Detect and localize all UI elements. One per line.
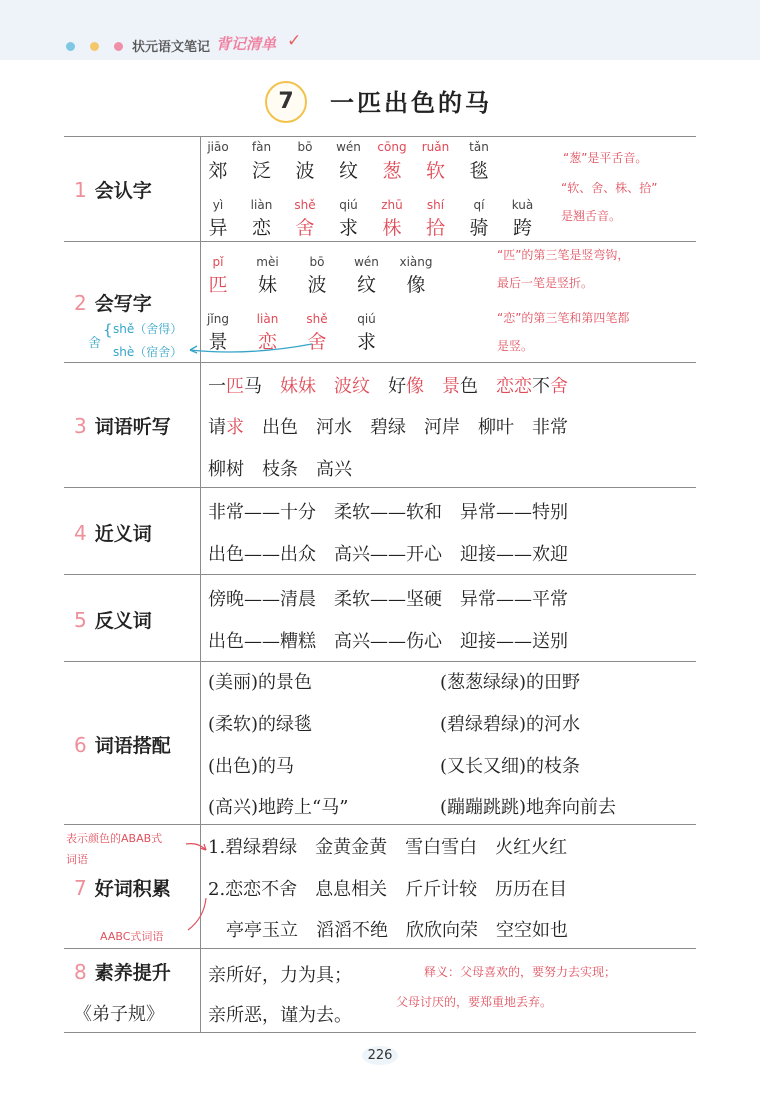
- pinyin: qiú: [357, 312, 376, 326]
- pinyin: shí: [426, 198, 445, 212]
- pinyin: bō: [309, 255, 325, 269]
- pinyin: wén: [354, 255, 379, 269]
- pinyin: zhū: [381, 198, 403, 212]
- dictation-word: 波纹: [334, 376, 370, 397]
- character: 葱: [382, 160, 402, 182]
- collocation-item: (又长又细)的枝条: [440, 756, 581, 777]
- character: 求: [356, 331, 376, 353]
- character: 像: [406, 274, 426, 296]
- pinyin: shě: [306, 312, 328, 326]
- pinyin: pǐ: [212, 255, 224, 269]
- annotation-note: 词语: [66, 853, 88, 866]
- collocation-item: (出色)的马: [208, 756, 295, 777]
- decor-dot: [90, 42, 99, 51]
- annotation-note: “匹”的第三笔是竖弯钩，: [497, 248, 630, 262]
- pronunciation-note: shè（宿舍）: [113, 345, 183, 359]
- character: 恋: [257, 331, 277, 353]
- character: 软: [425, 160, 445, 182]
- character: 求: [338, 217, 358, 239]
- character: 妹: [257, 274, 277, 296]
- brace-icon: {: [103, 321, 113, 339]
- row-divider: [64, 487, 696, 488]
- decor-dot: [114, 42, 123, 51]
- lesson-number: 7: [265, 81, 307, 123]
- row-label-recognize: 1 会认字: [74, 178, 152, 202]
- dictation-word: [262, 376, 280, 397]
- dictation-word: [316, 376, 334, 397]
- annotation-note: 最后一笔是竖折。: [497, 276, 594, 290]
- section-name: 背记清单: [216, 35, 277, 53]
- dictation-word: 出色 河水 碧绿 河岸 柳叶 非常: [244, 417, 568, 438]
- row-label-literacy: 8 素养提升: [74, 960, 171, 984]
- annotation-note: “葱”是平舌音。: [563, 151, 648, 165]
- character: 景: [208, 331, 228, 353]
- dictation-word: 求: [226, 417, 244, 438]
- row-divider: [64, 362, 696, 363]
- annotation-note: 表示颜色的ABAB式: [66, 832, 163, 845]
- row-sublabel-dizigui: 《弟子规》: [74, 1004, 164, 1025]
- dictation-word: 一: [208, 376, 226, 397]
- pinyin: xiàng: [399, 255, 433, 269]
- collocation-item: (美丽)的景色: [208, 672, 313, 693]
- character: 毯: [469, 160, 489, 182]
- row-label-good-words: 7 好词积累: [74, 876, 171, 900]
- character: 恋: [251, 217, 271, 239]
- dictation-word: [478, 376, 496, 397]
- character: 骑: [469, 217, 489, 239]
- row-divider: [64, 824, 696, 825]
- row-divider: [64, 661, 696, 662]
- pinyin: tǎn: [469, 140, 489, 154]
- character: 舍: [307, 331, 327, 353]
- row-label-dictation: 3 词语听写: [74, 414, 171, 438]
- pronunciation-note: shě（舍得）: [113, 322, 183, 336]
- dictation-word: 像: [406, 376, 424, 397]
- she-char: 舍: [88, 336, 102, 351]
- pinyin: mèi: [256, 255, 279, 269]
- annotation-note: “恋”的第三笔和第四笔都: [497, 311, 630, 325]
- pinyin: ruǎn: [421, 140, 450, 154]
- table-border: [64, 136, 696, 137]
- good-words-line: 亭亭玉立 滔滔不绝 欣欣向荣 空空如也: [226, 920, 568, 941]
- annotation-note: “软、舍、株、拾”: [561, 181, 658, 195]
- collocation-item: (柔软)的绿毯: [208, 714, 313, 735]
- character: 株: [382, 217, 402, 239]
- check-icon: ✓: [287, 31, 302, 51]
- dictation-word: 色: [460, 376, 478, 397]
- dictation-word: [370, 376, 388, 397]
- row-divider: [64, 948, 696, 949]
- pinyin: fàn: [251, 140, 272, 154]
- pinyin: qí: [473, 198, 485, 212]
- character: 跨: [512, 217, 532, 239]
- dictation-line: [208, 413, 568, 439]
- character: 波: [295, 160, 315, 182]
- pinyin: yì: [212, 198, 224, 212]
- dictation-word: 不: [532, 376, 550, 397]
- page-number: 226: [0, 1046, 760, 1065]
- dictation-word: 妹妹: [280, 376, 316, 397]
- pinyin: kuà: [511, 198, 534, 212]
- synonyms-line: 非常——十分 柔软——软和 异常——特别: [208, 502, 568, 523]
- row-label-collocation: 6 词语搭配: [74, 733, 171, 757]
- dictation-word: 好: [388, 376, 406, 397]
- antonyms-line: 出色——糟糕 高兴——伤心 迎接——送别: [208, 631, 568, 652]
- dictation-word: 匹: [226, 376, 244, 397]
- pinyin: jǐng: [207, 312, 229, 326]
- character: 纹: [356, 274, 376, 296]
- annotation-note: 释义：父母喜欢的，要努力去实现；: [424, 965, 617, 979]
- annotation-note: 是翘舌音。: [561, 209, 622, 223]
- pinyin: liàn: [256, 312, 279, 326]
- character: 异: [208, 217, 228, 239]
- decor-dot: [66, 42, 75, 51]
- classic-verse-line: 亲所好，力为具；: [208, 965, 352, 986]
- row-label-synonyms: 4 近义词: [74, 521, 152, 545]
- dictation-word: 景: [442, 376, 460, 397]
- brand-name: 状元语文笔记: [132, 40, 211, 55]
- collocation-item: (葱葱绿绿)的田野: [440, 672, 581, 693]
- pinyin: bō: [297, 140, 313, 154]
- annotation-arrow-icon: [184, 832, 212, 942]
- character: 拾: [425, 217, 445, 239]
- character: 舍: [295, 217, 315, 239]
- pinyin: liàn: [250, 198, 273, 212]
- synonyms-line: 出色——出众 高兴——开心 迎接——欢迎: [208, 544, 568, 565]
- character: 波: [307, 274, 327, 296]
- pinyin: cōng: [377, 140, 407, 154]
- row-divider: [64, 574, 696, 575]
- row-label-write: 2 会写字: [74, 291, 152, 315]
- character: 泛: [251, 160, 271, 182]
- annotation-note: AABC式词语: [100, 930, 164, 943]
- dictation-line: [208, 372, 568, 398]
- pinyin: shě: [294, 198, 316, 212]
- dictation-word: 恋恋: [496, 376, 532, 397]
- antonyms-line: 傍晚——清晨 柔软——坚硬 异常——平常: [208, 589, 568, 610]
- dictation-word: 请: [208, 417, 226, 438]
- annotation-note: 父母讨厌的，要郑重地丢弃。: [396, 995, 553, 1009]
- connector-arrow-icon: [188, 340, 318, 358]
- classic-verse-line: 亲所恶，谨为去。: [208, 1005, 352, 1026]
- table-border: [64, 1032, 696, 1033]
- character: 匹: [208, 274, 228, 296]
- good-words-line: 1.碧绿碧绿 金黄金黄 雪白雪白 火红火红: [208, 837, 568, 858]
- dictation-word: [424, 376, 442, 397]
- pinyin: wén: [336, 140, 361, 154]
- row-divider: [64, 241, 696, 242]
- pinyin: qiú: [339, 198, 358, 212]
- character: 郊: [208, 160, 228, 182]
- character: 纹: [338, 160, 358, 182]
- dictation-word: 马: [244, 376, 262, 397]
- good-words-line: 2.恋恋不舍 息息相关 斤斤计较 历历在目: [208, 879, 568, 900]
- lesson-title: 一匹出色的马: [330, 89, 492, 117]
- annotation-note: 是竖。: [497, 339, 534, 353]
- top-banner: [0, 0, 760, 60]
- pinyin: jiāo: [207, 140, 229, 154]
- collocation-item: (碧绿碧绿)的河水: [440, 714, 581, 735]
- dictation-line: 柳树 枝条 高兴: [208, 459, 352, 480]
- row-label-antonyms: 5 反义词: [74, 608, 152, 632]
- collocation-item: (高兴)地跨上“马”: [208, 797, 349, 818]
- dictation-word: 舍: [550, 376, 568, 397]
- collocation-item: (蹦蹦跳跳)地奔向前去: [440, 797, 617, 818]
